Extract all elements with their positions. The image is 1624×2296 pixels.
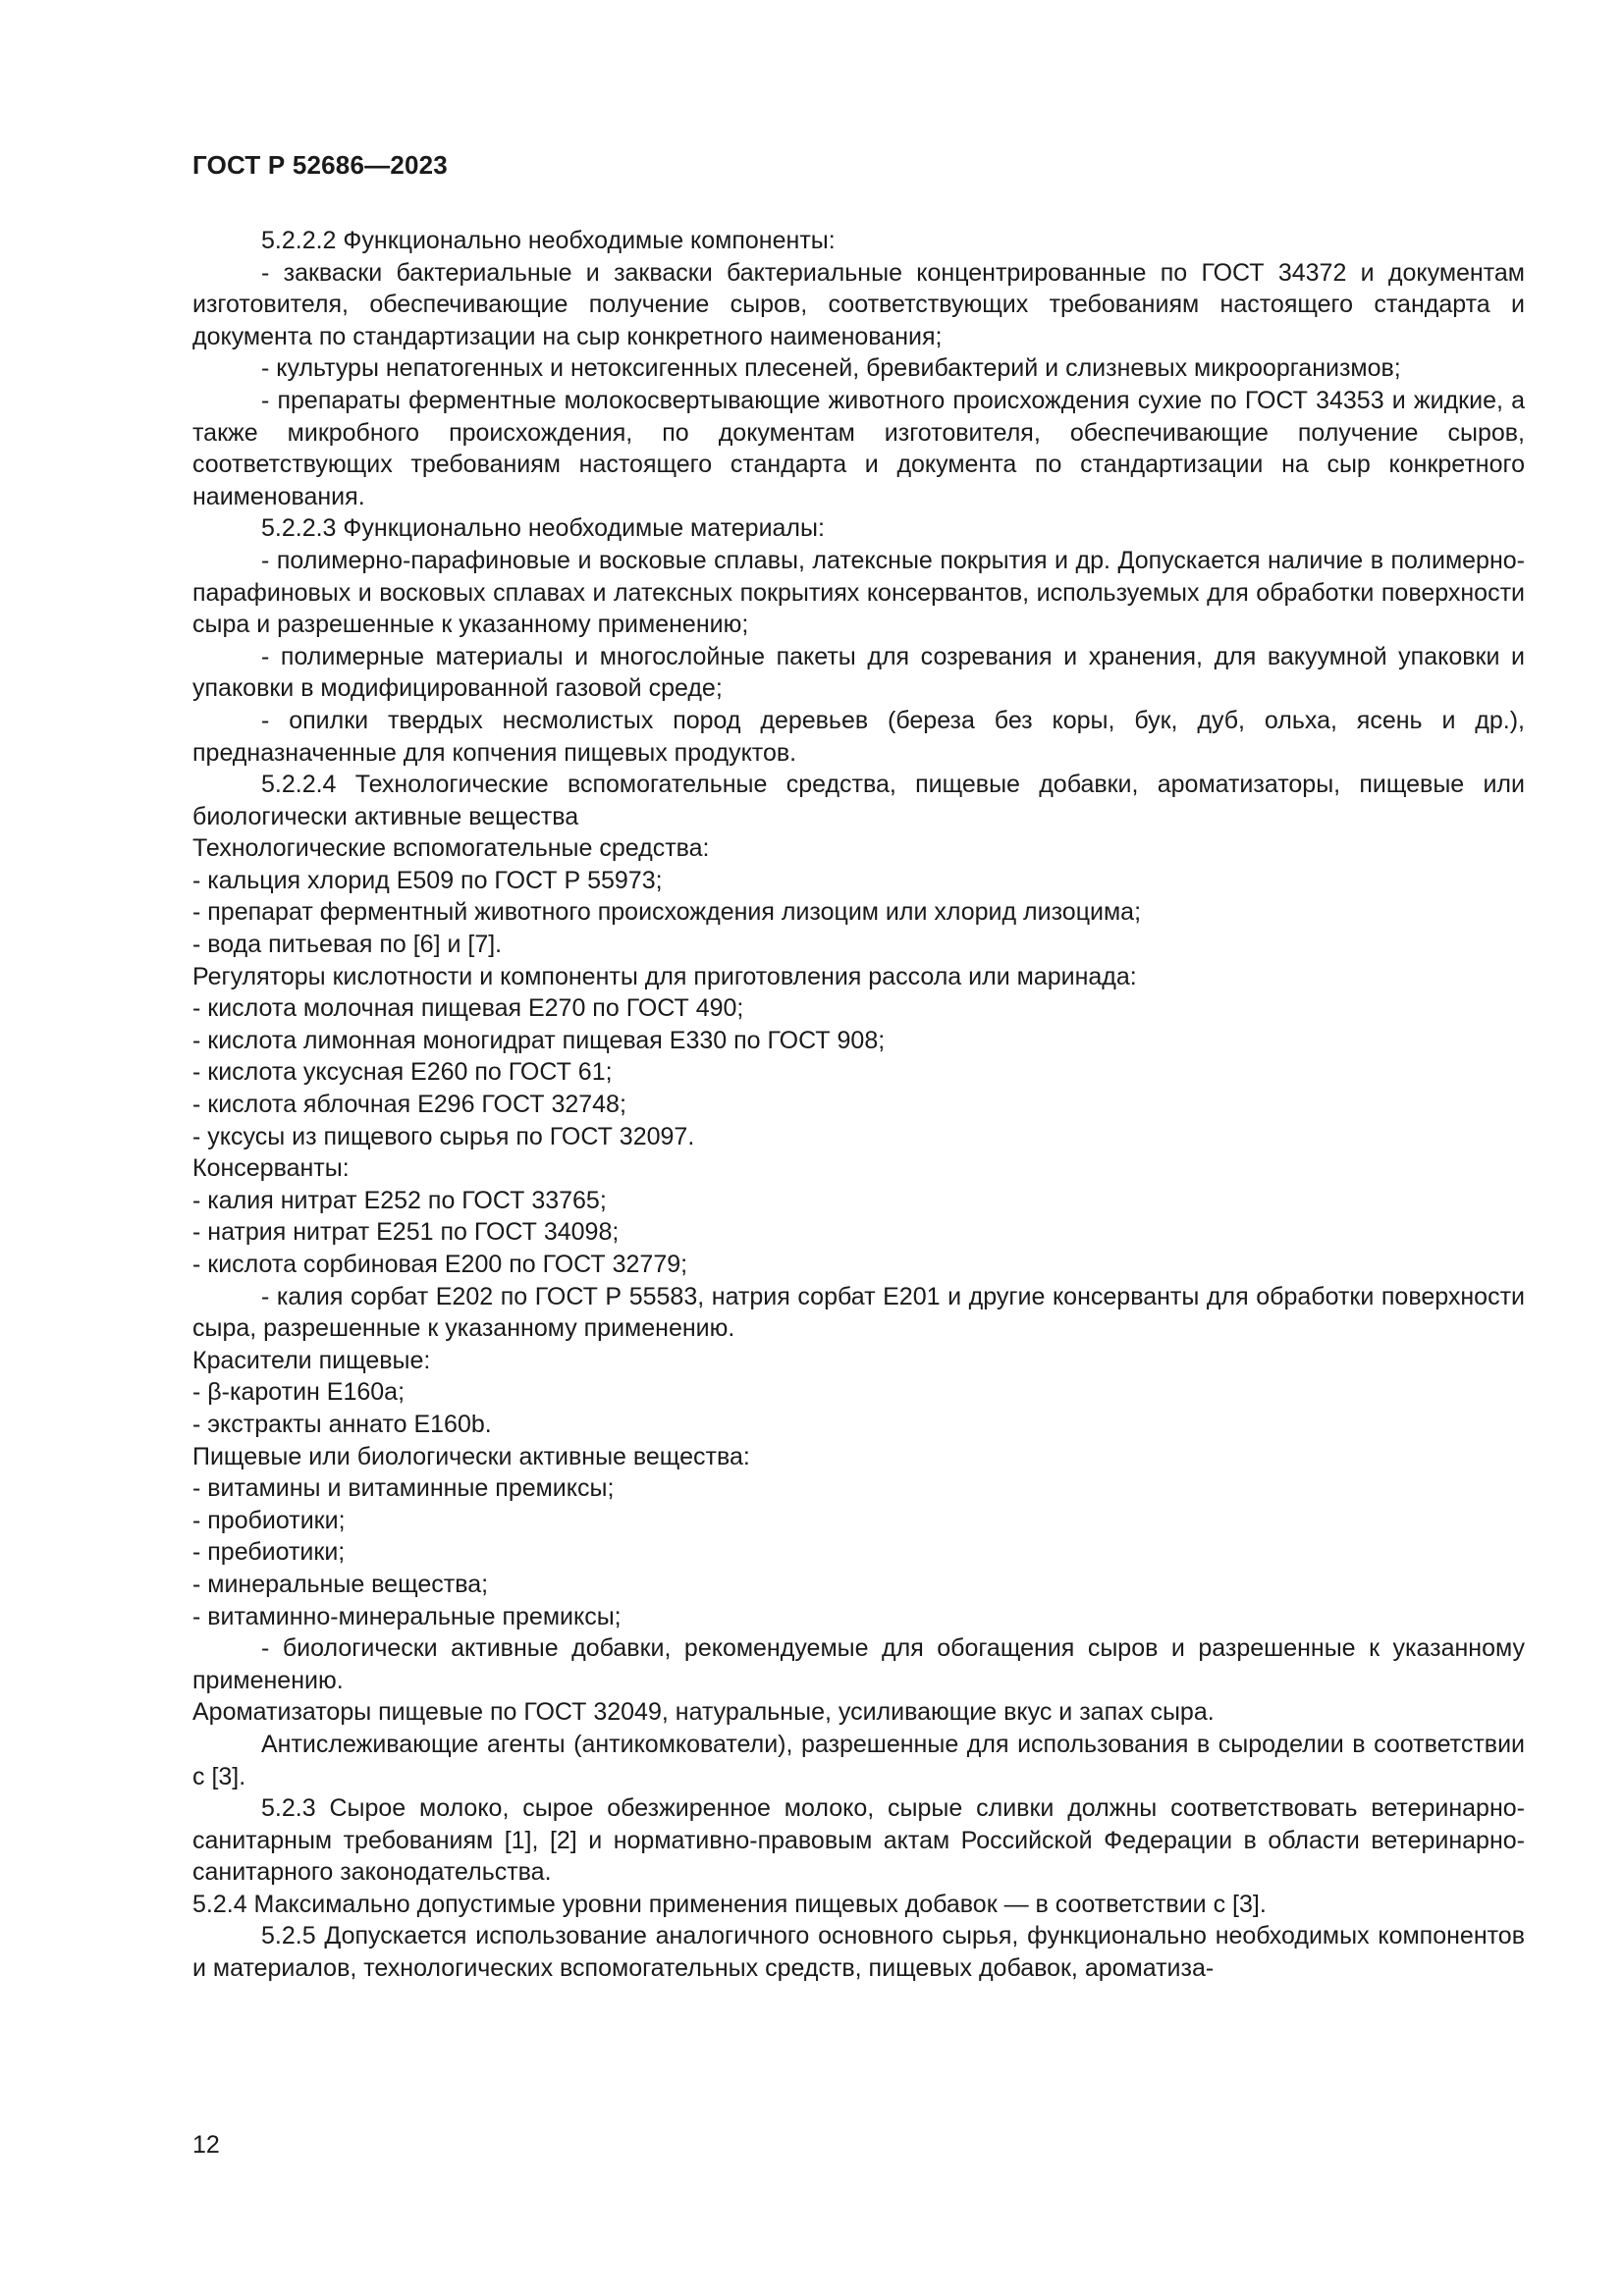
list-item: - кислота уксусная Е260 по ГОСТ 61; [192,1058,613,1087]
list-item: - кислота яблочная Е296 ГОСТ 32748; [192,1091,626,1119]
list-item: - витамины и витаминные премиксы; [192,1474,615,1503]
list-item: - кислота молочная пищевая Е270 по ГОСТ 490; [192,994,744,1023]
paragraph: - культуры непатогенных и нетоксигенных плесеней, бревибактерий и слизневых микроорганизмов; [261,354,1401,383]
list-item: - препарат ферментный животного происхождения лизоцим или хлорид лизоцима; [192,898,1142,927]
list-item: 5.2.4 Максимально допустимые уровни применения пищевых добавок — в соответствии с [3]. [192,1890,1267,1918]
list-item: - кальция хлорид Е509 по ГОСТ Р 55973; [192,866,663,894]
paragraph: - закваски бактериальные и закваски бактериальные концентрированные по ГОСТ 34372 и документам изготовителя, обеспечивающие получение сыров, соответствующих требованиям настоящего стандарта и документа по стандартизации на сыр конкретного наименования; [192,258,1525,350]
list-item: Красители пищевые: [192,1346,431,1374]
list-item: - витаминно-минеральные премиксы; [192,1602,622,1630]
paragraph: - полимерные материалы и многослойные пакеты для созревания и хранения, для вакуумной упаковки и упаковки в модифицированной газовой среде; [192,642,1525,703]
list-item: - калия нитрат Е252 по ГОСТ 33765; [192,1186,607,1214]
page-number: 12 [192,2131,220,2159]
paragraph: 5.2.3 Сырое молоко, сырое обезжиренное молоко, сырые сливки должны соответствовать ветеринарно-санитарным требованиям [1], [2] и нормативно-правовым актам Российской Федерации в области ветеринарно-санитарного законодательства. [192,1794,1525,1887]
paragraph: - калия сорбат Е202 по ГОСТ Р 55583, натрия сорбат Е201 и другие консерванты для обработки поверхности сыра, разрешенные к указанному применению. [192,1282,1525,1343]
paragraph: - биологически активные добавки, рекомендуемые для обогащения сыров и разрешенные к указанному применению. [192,1634,1525,1694]
list-item: - кислота сорбиновая Е200 по ГОСТ 32779; [192,1251,688,1278]
list-item: Регуляторы кислотности и компоненты для приготовления рассола или маринада: [192,962,1137,990]
list-item: Консерванты: [192,1154,350,1183]
list-item: - пребиотики; [192,1538,346,1567]
list-item: - натрия нитрат Е251 по ГОСТ 34098; [192,1218,620,1247]
list-item: - минеральные вещества; [192,1570,489,1598]
paragraph: - полимерно-парафиновые и восковые сплавы, латексные покрытия и др. Допускается наличие в полимерно-парафиновых и восковых сплавах и латексных покрытиях консервантов, используемых для обработки поверхности сыра и разрешенные к указанному применению; [192,546,1525,639]
paragraph: - препараты ферментные молокосвертывающие животного происхождения сухие по ГОСТ 34353 и жидкие, а также микробного происхождения, по документам изготовителя, обеспечивающие получение сыров, соответствующих требованиям настоящего стандарта и документа по стандартизации на сыр конкретного наименования. [192,386,1525,510]
list-item: Пищевые или биологически активные вещества: [192,1442,750,1470]
paragraph: Антислеживающие агенты (антикомкователи), разрешенные для использования в сыроделии в соответствии с [3]. [192,1730,1525,1790]
list-item: - экстракты аннато Е160b. [192,1410,492,1438]
paragraph: 5.2.2.2 Функционально необходимые компоненты: [261,227,836,254]
list-item: - уксусы из пищевого сырья по ГОСТ 32097. [192,1122,695,1150]
list-item: - пробиотики; [192,1506,346,1534]
document-body [192,225,1525,1985]
list-item: Ароматизаторы пищевые по ГОСТ 32049, натуральные, усиливающие вкус и запах сыра. [192,1698,1215,1727]
paragraph: - опилки твердых несмолистых пород деревьев (береза без коры, бук, дуб, ольха, ясень и др.), предназначенные для копчения пищевых продуктов. [192,706,1525,767]
list-item: - вода питьевая по [6] и [7]. [192,931,503,959]
paragraph: 5.2.2.4 Технологические вспомогательные средства, пищевые добавки, ароматизаторы, пищевые или биологически активные вещества [192,771,1525,830]
list-item: Технологические вспомогательные средства: [192,834,710,863]
list-item: - β-каротин Е160а; [192,1378,406,1407]
paragraph: 5.2.5 Допускается использование аналогичного основного сырья, функционально необходимых компонентов и материалов, технологических вспомогательных средств, пищевых добавок, ароматиза- [192,1922,1525,1983]
paragraph: 5.2.2.3 Функционально необходимые материалы: [261,514,825,543]
document-header-title: ГОСТ Р 52686—2023 [192,150,448,180]
list-item: - кислота лимонная моногидрат пищевая Е330 по ГОСТ 908; [192,1026,886,1054]
